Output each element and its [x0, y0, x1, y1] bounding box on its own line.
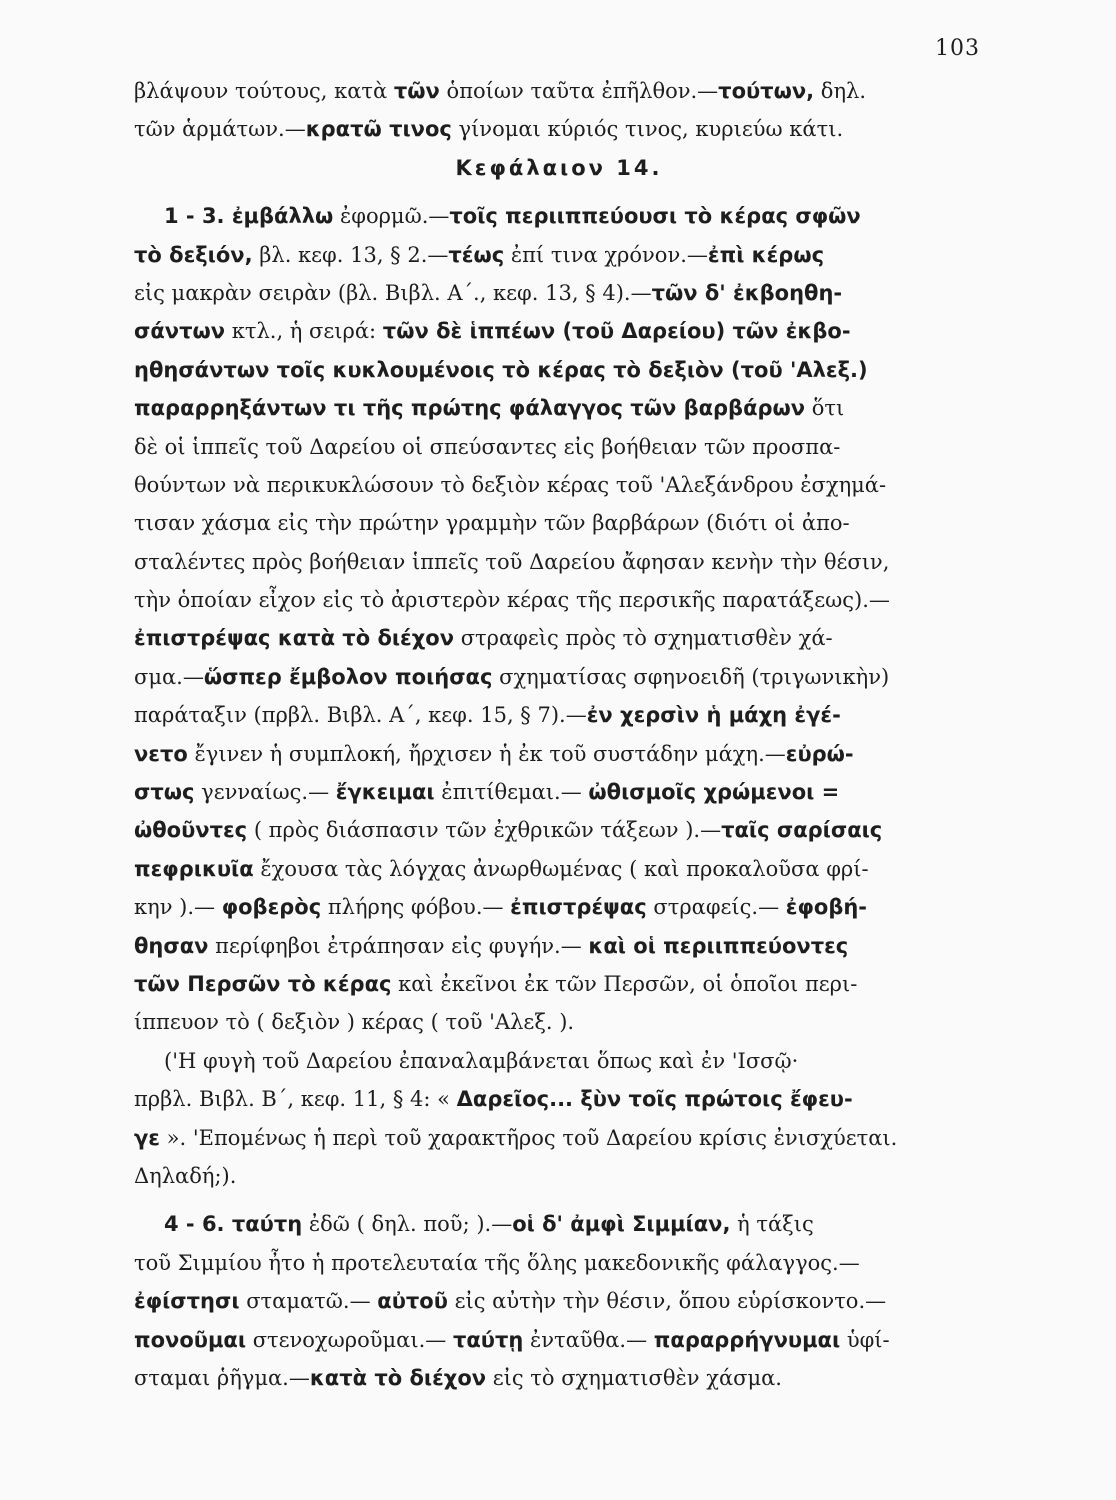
- text-line: Δηλαδή;).: [134, 1163, 237, 1188]
- text-line: βλάψουν τούτους, κατὰ τῶν ὁποίων ταῦτα ἐπῆλθον.—τούτων, δηλ.: [134, 79, 867, 103]
- text-line: ἐπιστρέψας κατὰ τὸ διέχον στραφεὶς πρὸς τὸ σχηματισθὲν χά-: [134, 626, 833, 651]
- text-line: σταλέντες πρὸς βοήθειαν ἱππεῖς τοῦ Δαρείου ἄφησαν κενὴν τὴν θέσιν,: [134, 549, 890, 574]
- page-number: 103: [935, 36, 980, 61]
- text-line: δὲ οἱ ἱππεῖς τοῦ Δαρείου οἱ σπεύσαντες εἰς βοήθειαν τῶν προσπα-: [134, 434, 841, 459]
- text-line: παραρρηξάντων τι τῆς πρώτης φάλαγγος τῶν βαρβάρων ὅτι: [134, 396, 845, 421]
- text-line: ('Η φυγὴ τοῦ Δαρείου ἐπαναλαμβάνεται ὅπως καὶ ἐν 'Ισσῷ·: [164, 1048, 799, 1073]
- text-line: παράταξιν (πρβλ. Βιβλ. Α΄, κεφ. 15, § 7).—ἐν χερσὶν ἡ μάχη ἐγέ-: [134, 703, 841, 728]
- text-line: τῶν Περσῶν τὸ κέρας καὶ ἐκεῖνοι ἐκ τῶν Περσῶν, οἱ ὁποῖοι περι-: [134, 971, 858, 996]
- text-line: ἐφίστησι σταματῶ.— αὐτοῦ εἰς αὐτὴν τὴν θέσιν, ὅπου εὑρίσκοντο.—: [134, 1289, 887, 1314]
- text-line: ηθησάντων τοῖς κυκλουμένοις τὸ κέρας τὸ δεξιὸν (τοῦ 'Αλεξ.): [134, 357, 868, 382]
- text-line: τὸ δεξιόν, βλ. κεφ. 13, § 2.—τέως ἐπί τινα χρόνον.—ἐπὶ κέρως: [134, 242, 825, 267]
- text-line: σάντων κτλ., ἡ σειρά: τῶν δὲ ἱππέων (τοῦ Δαρείου) τῶν ἐκβο-: [134, 319, 851, 344]
- text-line: πονοῦμαι στενοχωροῦμαι.— ταύτῃ ἐνταῦθα.— παραρρήγνυμαι ὑφί-: [134, 1327, 890, 1352]
- text-line: τῶν ἁρμάτων.—κρατῶ τινος γίνομαι κύριός τινος, κυριεύω κάτι.: [134, 117, 844, 142]
- text-line: τοῦ Σιμμίου ἦτο ἡ προτελευταία τῆς ὅλης μακεδονικῆς φάλαγγος.—: [134, 1250, 860, 1275]
- commentary-text: [134, 72, 984, 1397]
- text-line: τὴν ὁποίαν εἶχον εἰς τὸ ἀριστερὸν κέρας τῆς περσικῆς παρατάξεως).—: [134, 588, 890, 613]
- text-line: θούντων νὰ περικυκλώσουν τὸ δεξιὸν κέρας τοῦ 'Αλεξάνδρου ἐσχημά-: [134, 472, 887, 497]
- text-line: πρβλ. Βιβλ. Β΄, κεφ. 11, § 4: « Δαρεῖος... ξὺν τοῖς πρώτοις ἔφευ-: [134, 1087, 853, 1112]
- text-line: 4 - 6. ταύτη ἐδῶ ( δηλ. ποῦ; ).—οἱ δ' ἀμφὶ Σιμμίαν, ἡ τάξις: [164, 1212, 814, 1237]
- text-line: στως γενναίως.— ἔγκειμαι ἐπιτίθεμαι.— ὠθισμοῖς χρώμενοι =: [134, 780, 840, 805]
- text-line: κην ).— φοβερὸς πλήρης φόβου.— ἐπιστρέψας στραφείς.— ἐφοβή-: [134, 895, 868, 920]
- text-line: πεφρικυῖα ἔχουσα τὰς λόγχας ἀνωρθωμένας ( καὶ προκαλοῦσα φρί-: [134, 856, 869, 881]
- text-line: θησαν περίφηβοι ἐτράπησαν εἰς φυγήν.— καὶ οἱ περιιππεύοντες: [134, 933, 849, 958]
- text-line: ίππευον τὸ ( δεξιὸν ) κέρας ( τοῦ 'Αλεξ. ).: [134, 1010, 575, 1035]
- text-line: 1 - 3. ἐμβάλλω ἐφορμῶ.—τοῖς περιιππεύουσι τὸ κέρας σφῶν: [164, 204, 861, 229]
- text-line: εἰς μακρὰν σειρὰν (βλ. Βιβλ. Α΄., κεφ. 13, § 4).—τῶν δ' ἐκβοηθη-: [134, 280, 843, 305]
- text-line: νετο ἔγινεν ἡ συμπλοκή, ἤρχισεν ἡ ἐκ τοῦ συστάδην μάχη.—εὐρώ-: [134, 741, 854, 766]
- chapter-heading: Κεφάλαιον 14.: [455, 155, 663, 180]
- text-line: σμα.—ὥσπερ ἔμβολον ποιήσας σχηματίσας σφηνοειδῆ (τριγωνικὴν): [134, 664, 890, 689]
- text-line: τισαν χάσμα εἰς τὴν πρώτην γραμμὴν τῶν βαρβάρων (διότι οἱ ἀπο-: [134, 511, 850, 536]
- text-line: ὠθοῦντες ( πρὸς διάσπασιν τῶν ἐχθρικῶν τάξεων ).—ταῖς σαρίσαις: [134, 818, 883, 843]
- text-line: γε ». 'Επομένως ἡ περὶ τοῦ χαρακτῆρος τοῦ Δαρείου κρίσις ἐνισχύεται.: [134, 1125, 898, 1150]
- text-line: σταμαι ῥῆγμα.—κατὰ τὸ διέχον εἰς τὸ σχηματισθὲν χάσμα.: [134, 1365, 782, 1390]
